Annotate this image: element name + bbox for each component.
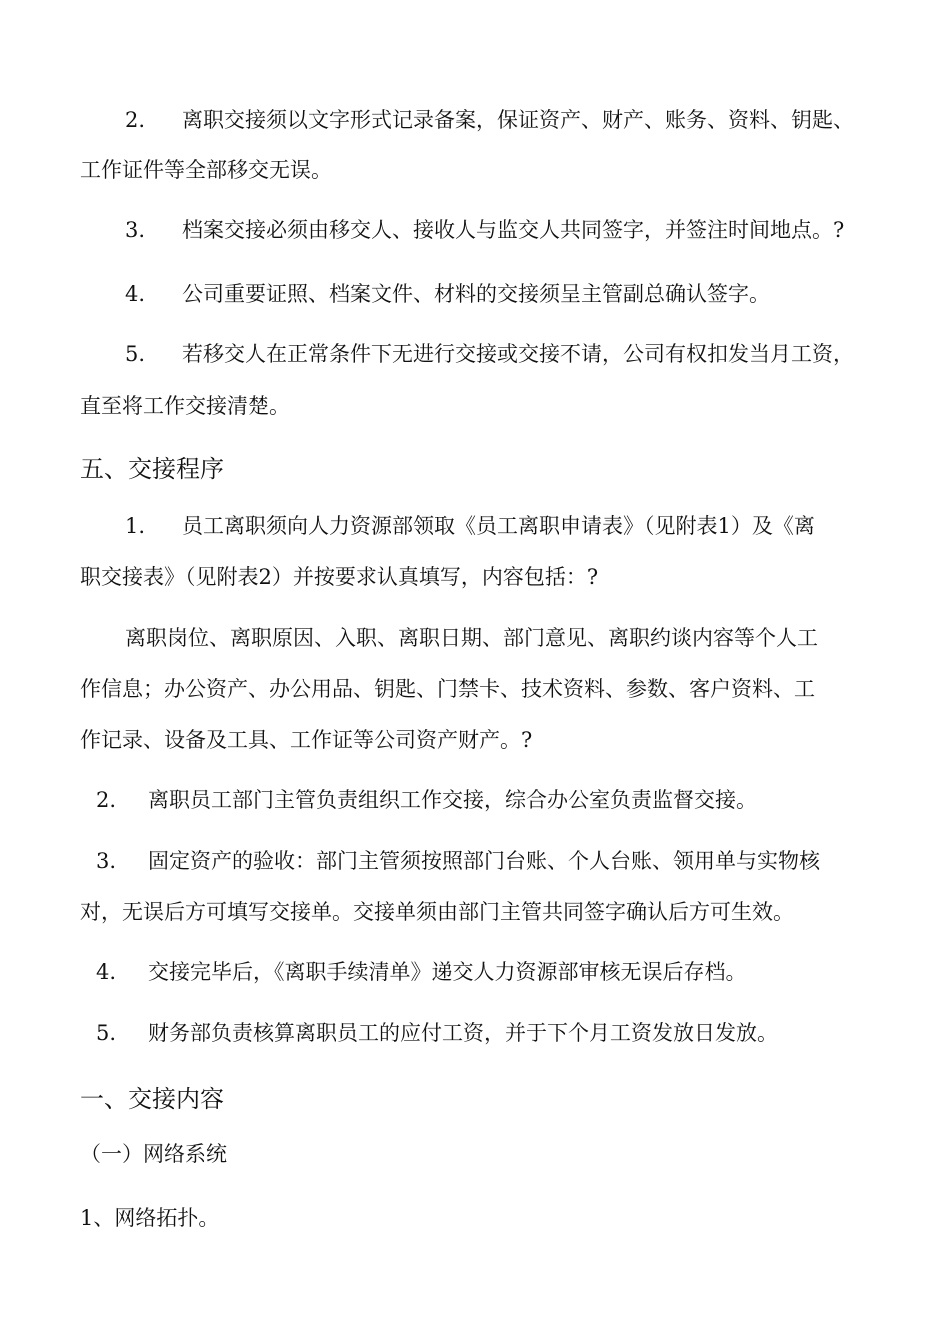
- item-number: 3.: [125, 218, 146, 242]
- item-4-line-1: [125, 280, 770, 308]
- section-heading-content: 一、交接内容: [80, 1085, 224, 1113]
- subheading-network-system: （一）网络系统: [80, 1142, 227, 1166]
- procedure-detail-line-1: 离职岗位、离职原因、入职、离职日期、部门意见、离职约谈内容等个人工: [125, 626, 818, 650]
- item-text: 离职交接须以文字形式记录备案，保证资产、财产、账务、资料、钥匙、: [182, 108, 854, 132]
- procedure-item-1-line-2: 职交接表》（见附表2）并按要求认真填写，内容包括：?: [80, 565, 599, 589]
- item-number: 2.: [96, 788, 117, 812]
- procedure-item-4: [96, 958, 747, 986]
- item-number: 4.: [96, 960, 117, 984]
- item-text: 公司重要证照、档案文件、材料的交接须呈主管副总确认签字。: [182, 282, 770, 306]
- network-topology-item: 1、网络拓扑。: [80, 1206, 220, 1230]
- procedure-item-3-line-2: 对，无误后方可填写交接单。交接单须由部门主管共同签字确认后方可生效。: [80, 900, 794, 924]
- item-2-line-2: 工作证件等全部移交无误。: [80, 158, 332, 182]
- item-text: 档案交接必须由移交人、接收人与监交人共同签字，并签注时间地点。?: [182, 218, 845, 242]
- procedure-item-2: [96, 786, 757, 814]
- item-text: 财务部负责核算离职员工的应付工资，并于下个月工资发放日发放。: [148, 1021, 778, 1045]
- item-5-line-2: 直至将工作交接清楚。: [80, 394, 290, 418]
- item-text: 交接完毕后，《离职手续清单》递交人力资源部审核无误后存档。: [148, 960, 747, 984]
- item-number: 5.: [125, 342, 146, 366]
- procedure-item-1-line-1: [125, 512, 815, 540]
- item-number: 4.: [125, 282, 146, 306]
- item-2-line-1: [125, 106, 854, 134]
- item-number: 5.: [96, 1021, 117, 1045]
- item-3-line-1: [125, 216, 844, 244]
- item-text: 固定资产的验收：部门主管须按照部门台账、个人台账、领用单与实物核: [148, 849, 820, 873]
- procedure-item-5: [96, 1019, 778, 1047]
- item-number: 3.: [96, 849, 117, 873]
- item-number: 2.: [125, 108, 146, 132]
- procedure-detail-line-3: 作记录、设备及工具、工作证等公司资产财产。?: [80, 728, 533, 752]
- item-text: 若移交人在正常条件下无进行交接或交接不请，公司有权扣发当月工资，: [182, 342, 854, 366]
- item-text: 员工离职须向人力资源部领取《员工离职申请表》（见附表1）及《离: [182, 514, 815, 538]
- item-number: 1.: [125, 514, 146, 538]
- procedure-item-3-line-1: [96, 847, 820, 875]
- procedure-detail-line-2: 作信息；办公资产、办公用品、钥匙、门禁卡、技术资料、参数、客户资料、工: [80, 677, 815, 701]
- item-5-line-1: [125, 340, 854, 368]
- item-text: 离职员工部门主管负责组织工作交接，综合办公室负责监督交接。: [148, 788, 757, 812]
- section-heading-procedure: 五、交接程序: [80, 455, 224, 483]
